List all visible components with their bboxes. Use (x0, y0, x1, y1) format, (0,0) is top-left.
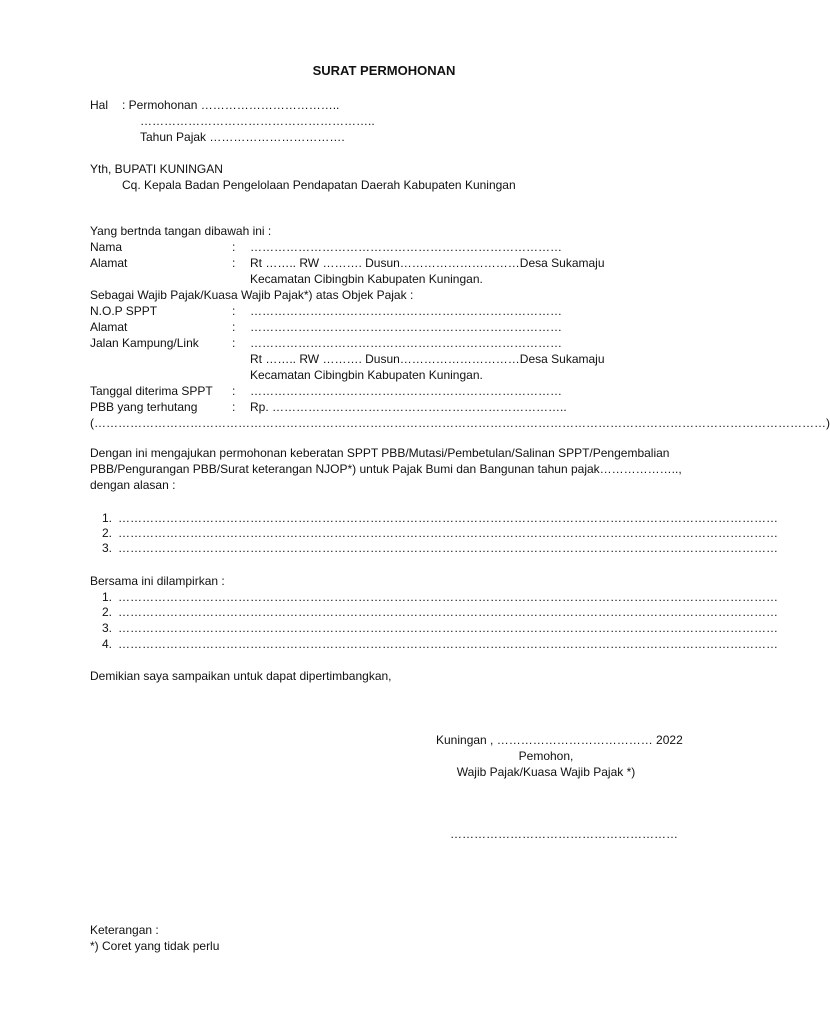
list-item (90, 540, 778, 556)
field-value-alamat: Rt …….. RW ………. Dusun…………………………Desa Sukamaju (250, 256, 605, 270)
field-colon: : (232, 320, 236, 334)
signature-role-2: Wajib Pajak/Kuasa Wajib Pajak *) (456, 765, 636, 779)
field-colon: : (232, 400, 236, 414)
field-value-jalan-kecamatan: Kecamatan Cibingbin Kabupaten Kuningan. (250, 368, 483, 382)
notes-line: *) Coret yang tidak perlu (90, 939, 220, 953)
list-number: 1. (101, 511, 112, 525)
list-number: 2. (101, 605, 112, 619)
list-item (90, 510, 778, 526)
field-value-alamat-kecamatan: Kecamatan Cibingbin Kabupaten Kuningan. (250, 272, 483, 286)
signer-intro: Yang bertnda tangan dibawah ini : (90, 224, 272, 238)
field-label-alamat-objek: Alamat (90, 320, 128, 334)
list-number: 4. (101, 637, 112, 651)
list-item-text: ………………………………………………………………………………………………………………………………………………… (118, 621, 778, 635)
list-item-text: ………………………………………………………………………………………………………………………………………………… (118, 590, 778, 604)
list-item (90, 525, 778, 541)
list-item-text: ………………………………………………………………………………………………………………………………………………… (118, 511, 778, 525)
list-item (90, 636, 778, 652)
list-item-text: ………………………………………………………………………………………………………………………………………………… (118, 605, 778, 619)
field-value-pbb: Rp. ……………………………………………………………….. (250, 400, 567, 414)
object-intro: Sebagai Wajib Pajak/Kuasa Wajib Pajak*) atas Objek Pajak : (90, 288, 414, 302)
field-colon: : (232, 256, 236, 270)
list-item-text: ………………………………………………………………………………………………………………………………………………… (118, 637, 778, 651)
page-title: SURAT PERMOHONAN (312, 63, 456, 78)
list-item (90, 589, 778, 605)
list-item (90, 620, 778, 636)
field-value-jalan: …………………………………………………………………… (250, 336, 562, 350)
hal-line-1: : Permohonan …………………………….. (122, 98, 340, 112)
hal-label: Hal (90, 98, 109, 112)
signature-place-date: Kuningan , ………………………………… 2022 (436, 733, 683, 747)
hal-line-3: Tahun Pajak ……………………………. (140, 130, 345, 144)
field-label-tanggal: Tanggal diterima SPPT (90, 384, 213, 398)
request-para-line-1: Dengan ini mengajukan permohonan keberatan SPPT PBB/Mutasi/Pembetulan/Salinan SPPT/Pengembalian (90, 446, 670, 460)
addressee-line-1: Yth, BUPATI KUNINGAN (90, 162, 223, 176)
field-colon: : (232, 336, 236, 350)
field-value-tanggal: …………………………………………………………………… (250, 384, 562, 398)
list-item-text: ………………………………………………………………………………………………………………………………………………… (118, 526, 778, 540)
field-value-jalan-rt: Rt …….. RW ………. Dusun…………………………Desa Sukamaju (250, 352, 605, 366)
field-label-nop: N.O.P SPPT (90, 304, 158, 318)
list-number: 3. (101, 541, 112, 555)
field-value-nama: …………………………………………………………………… (250, 240, 562, 254)
field-label-nama: Nama (90, 240, 123, 254)
list-number: 1. (101, 590, 112, 604)
closing-sentence: Demikian saya sampaikan untuk dapat dipertimbangkan, (90, 669, 392, 683)
field-label-jalan: Jalan Kampung/Link (90, 336, 199, 350)
signature-role: Pemohon, (518, 749, 574, 763)
attachments-heading: Bersama ini dilampirkan : (90, 574, 225, 588)
request-para-line-3: dengan alasan : (90, 478, 176, 492)
field-label-pbb: PBB yang terhutang (90, 400, 198, 414)
list-number: 2. (101, 526, 112, 540)
list-item-text: ………………………………………………………………………………………………………………………………………………… (118, 541, 778, 555)
field-value-nop: …………………………………………………………………… (250, 304, 562, 318)
list-number: 3. (101, 621, 112, 635)
hal-line-2: ………………………………………………….. (140, 114, 375, 128)
signature-name-line: ………………………………………………… (450, 827, 678, 841)
notes-heading: Keterangan : (90, 923, 159, 937)
list-item (90, 604, 778, 620)
request-para-line-2: PBB/Pengurangan PBB/Surat keterangan NJOP*) untuk Pajak Bumi dan Bangunan tahun pajak……………….., (90, 462, 682, 476)
addressee-line-2: Cq. Kepala Badan Pengelolaan Pendapatan Daerah Kabupaten Kuningan (122, 178, 516, 192)
field-colon: : (232, 240, 236, 254)
field-colon: : (232, 304, 236, 318)
field-label-alamat: Alamat (90, 256, 128, 270)
field-value-alamat-objek: …………………………………………………………………… (250, 320, 562, 334)
terbilang-line: (…………………………………………………………………………………………………………………………………………………………………) (90, 416, 830, 430)
field-colon: : (232, 384, 236, 398)
